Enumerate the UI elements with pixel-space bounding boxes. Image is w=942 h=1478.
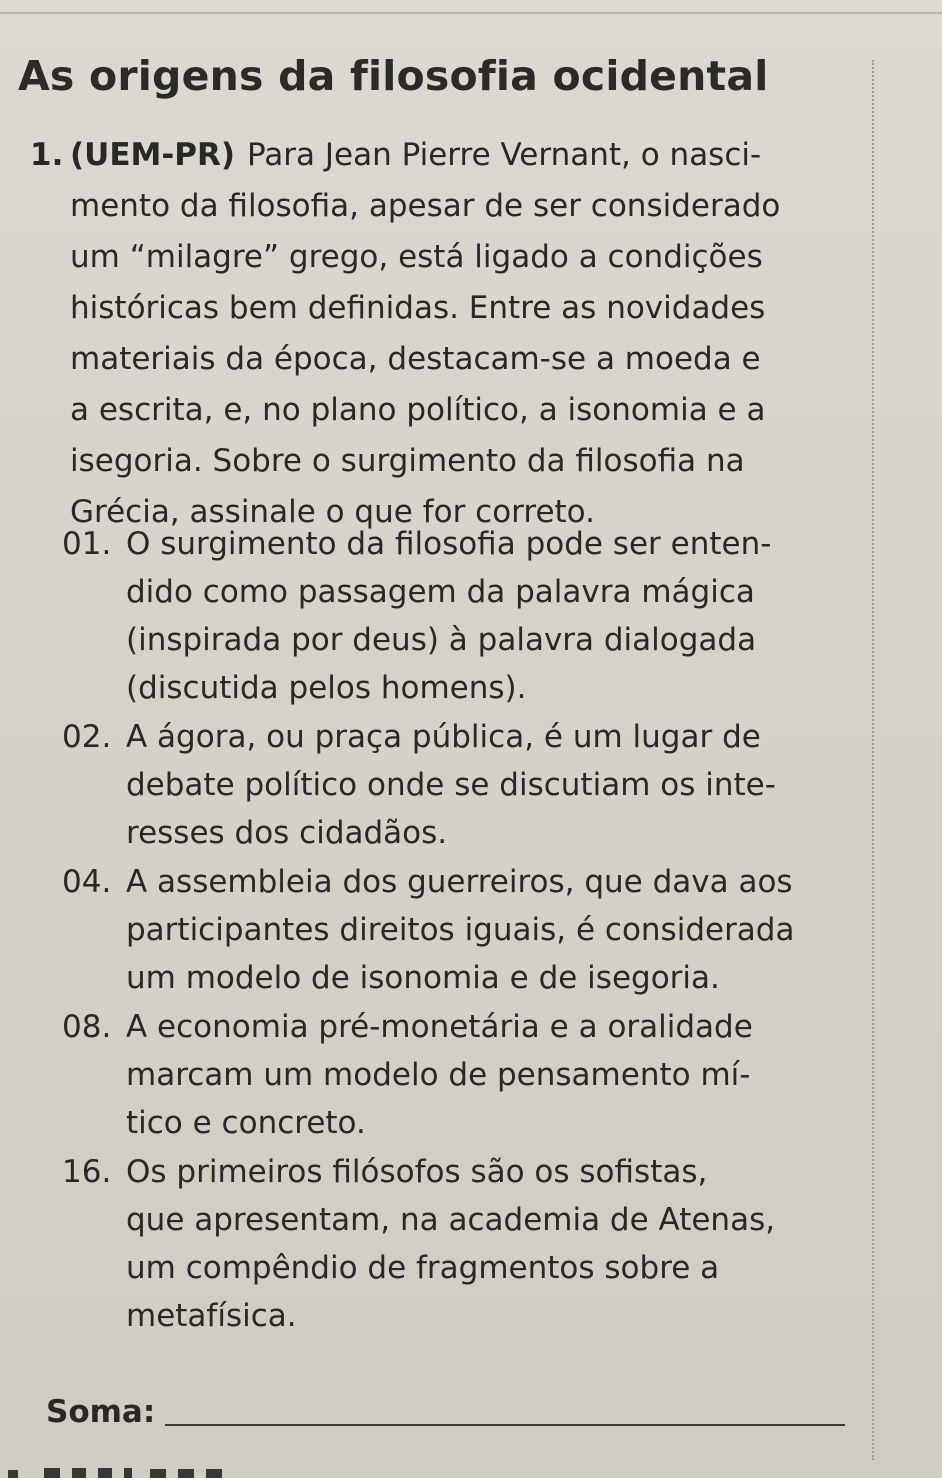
option-01 bbox=[62, 520, 862, 712]
cut-off-next-line bbox=[0, 1462, 942, 1478]
option-number: 08. bbox=[62, 1009, 112, 1045]
soma-row bbox=[46, 1394, 845, 1430]
question-line: materiais da época, destacam-se a moeda e bbox=[70, 341, 761, 377]
option-line: que apresentam, na academia de Atenas, bbox=[126, 1202, 776, 1238]
section-title: As origens da filosofia ocidental bbox=[18, 52, 769, 100]
question-number: 1. bbox=[30, 137, 64, 173]
option-16 bbox=[62, 1148, 862, 1340]
option-02 bbox=[62, 713, 862, 857]
margin-dotted-line bbox=[872, 60, 874, 1460]
option-line: um compêndio de fragmentos sobre a bbox=[126, 1250, 720, 1286]
option-line: A ágora, ou praça pública, é um lugar de bbox=[126, 719, 761, 755]
question-line: a escrita, e, no plano político, a isonomia e a bbox=[70, 392, 766, 428]
question-source: (UEM-PR) bbox=[70, 137, 235, 173]
option-line: tico e concreto. bbox=[126, 1105, 366, 1141]
option-line: marcam um modelo de pensamento mí- bbox=[126, 1057, 751, 1093]
option-08 bbox=[62, 1003, 862, 1147]
question-line: mento da filosofia, apesar de ser considerado bbox=[70, 188, 781, 224]
answer-options bbox=[62, 520, 862, 1341]
option-number: 02. bbox=[62, 719, 112, 755]
partial-text-glyphs bbox=[0, 1462, 260, 1478]
option-line: O surgimento da filosofia pode ser enten- bbox=[126, 526, 772, 562]
option-text bbox=[126, 1148, 775, 1340]
option-line: A assembleia dos guerreiros, que dava aos bbox=[126, 864, 793, 900]
question-line: históricas bem definidas. Entre as novidades bbox=[70, 290, 766, 326]
option-line: (inspirada por deus) à palavra dialogada bbox=[126, 622, 757, 658]
question-line: um “milagre” grego, está ligado a condições bbox=[70, 239, 763, 275]
option-04 bbox=[62, 858, 862, 1002]
question-line: Grécia, assinale o que for correto. bbox=[70, 494, 595, 530]
option-number: 01. bbox=[62, 526, 112, 562]
option-line: resses dos cidadãos. bbox=[126, 815, 448, 851]
option-line: metafísica. bbox=[126, 1298, 297, 1334]
option-text bbox=[126, 520, 771, 712]
option-line: A economia pré-monetária e a oralidade bbox=[126, 1009, 753, 1045]
option-line: (discutida pelos homens). bbox=[126, 670, 527, 706]
question-line: isegoria. Sobre o surgimento da filosofia na bbox=[70, 443, 745, 479]
question-first-line bbox=[30, 130, 860, 181]
option-line: um modelo de isonomia e de isegoria. bbox=[126, 960, 720, 996]
option-line: participantes direitos iguais, é considerada bbox=[126, 912, 795, 948]
top-rule bbox=[0, 0, 942, 14]
option-number: 16. bbox=[62, 1154, 112, 1190]
option-text bbox=[126, 858, 794, 1002]
option-text bbox=[126, 713, 776, 857]
option-number: 04. bbox=[62, 864, 112, 900]
option-line: debate político onde se discutiam os inte- bbox=[126, 767, 776, 803]
question-statement bbox=[30, 130, 860, 538]
option-text bbox=[126, 1003, 753, 1147]
soma-answer-blank[interactable] bbox=[165, 1424, 845, 1426]
soma-label: Soma: bbox=[46, 1394, 156, 1430]
option-line: Os primeiros filósofos são os sofistas, bbox=[126, 1154, 708, 1190]
question-line: Para Jean Pierre Vernant, o nasci- bbox=[247, 137, 762, 173]
option-line: dido como passagem da palavra mágica bbox=[126, 574, 755, 610]
